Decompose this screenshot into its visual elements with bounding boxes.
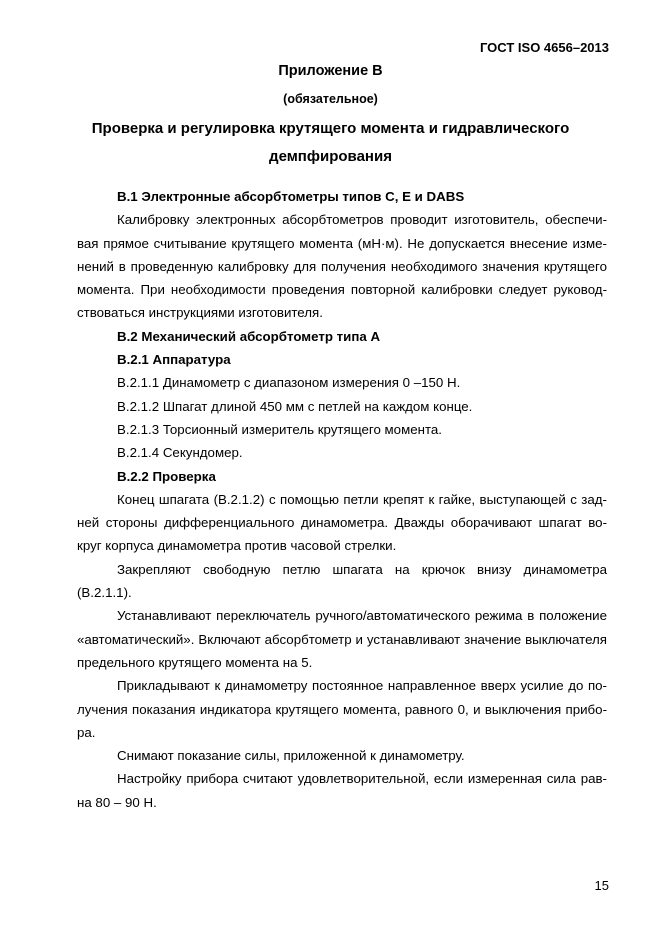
text-line: Конец шпагата (B.2.1.2) с помощью петли крепят к гайке, выступающей с зад- bbox=[117, 491, 607, 507]
appendix-title: Приложение B bbox=[278, 63, 383, 79]
text-line: «автоматический». Включают абсорбтометр и устанавливают значение выключателя bbox=[77, 631, 607, 647]
text-line: момента. При необходимости проведения повторной калибровки следует руковод- bbox=[77, 282, 607, 298]
document-body bbox=[77, 185, 607, 814]
text-line: Закрепляют свободную петлю шпагата на крючок внизу динамометра bbox=[117, 561, 607, 577]
text-line: предельного крутящего момента на 5. bbox=[77, 654, 313, 670]
text-line: B.2.1.3 Торсионный измеритель крутящего момента. bbox=[117, 421, 442, 437]
text-line: на 80 – 90 Н. bbox=[77, 794, 157, 810]
standard-designation: ГОСТ ISO 4656–2013 bbox=[479, 40, 609, 55]
section-heading: B.1 Электронные абсорбтометры типов С, E и DABS bbox=[117, 189, 465, 204]
section-heading: B.2.2 Проверка bbox=[117, 468, 216, 484]
text-line: лучения показания индикатора крутящего момента, равного 0, и выключения прибо- bbox=[77, 701, 607, 717]
text-line: Снимают показание силы, приложенной к динамометру. bbox=[117, 748, 465, 764]
text-line: ствоваться инструкциями изготовителя. bbox=[77, 305, 323, 321]
text-line: ра. bbox=[77, 724, 96, 740]
section-heading: B.2.1 Аппаратура bbox=[117, 352, 231, 368]
text-line: B.2.1.2 Шпагат длиной 450 мм с петлей на каждом конце. bbox=[117, 398, 473, 414]
text-line: круг корпуса динамометра против часовой стрелки. bbox=[77, 538, 397, 554]
appendix-status: (обязательное) bbox=[283, 92, 378, 106]
text-line: Прикладывают к динамометру постоянное направленное вверх усилие до по- bbox=[117, 678, 607, 694]
text-line: B.2.1.1 Динамометр с диапазоном измерения 0 –150 Н. bbox=[117, 375, 461, 391]
text-line: ней стороны дифференциального динамометра. Дважды оборачивают шпагат во- bbox=[77, 515, 607, 531]
text-line: нений в проведенную калибровку для получения необходимого значения крутящего bbox=[77, 258, 607, 274]
text-line: Настройку прибора считают удовлетворительной, если измеренная сила рав- bbox=[117, 771, 607, 787]
text-line: (B.2.1.1). bbox=[77, 585, 132, 601]
page-number: 15 bbox=[594, 878, 609, 893]
text-line: Устанавливают переключатель ручного/автоматического режима в положение bbox=[117, 608, 607, 624]
appendix-heading-line: Проверка и регулировка крутящего момента и гидравлического bbox=[91, 120, 570, 137]
text-line: вая прямое считывание крутящего момента (мН·м). Не допускается внесение изме- bbox=[77, 235, 607, 251]
appendix-heading bbox=[0, 115, 661, 171]
text-line: Калибровку электронных абсорбтометров проводит изготовитель, обеспечи- bbox=[117, 212, 607, 228]
appendix-heading-line: демпфирования bbox=[269, 148, 392, 165]
text-line: B.2.1.4 Секундомер. bbox=[117, 445, 243, 461]
section-heading: B.2 Механический абсорбтометр типа А bbox=[117, 328, 381, 344]
